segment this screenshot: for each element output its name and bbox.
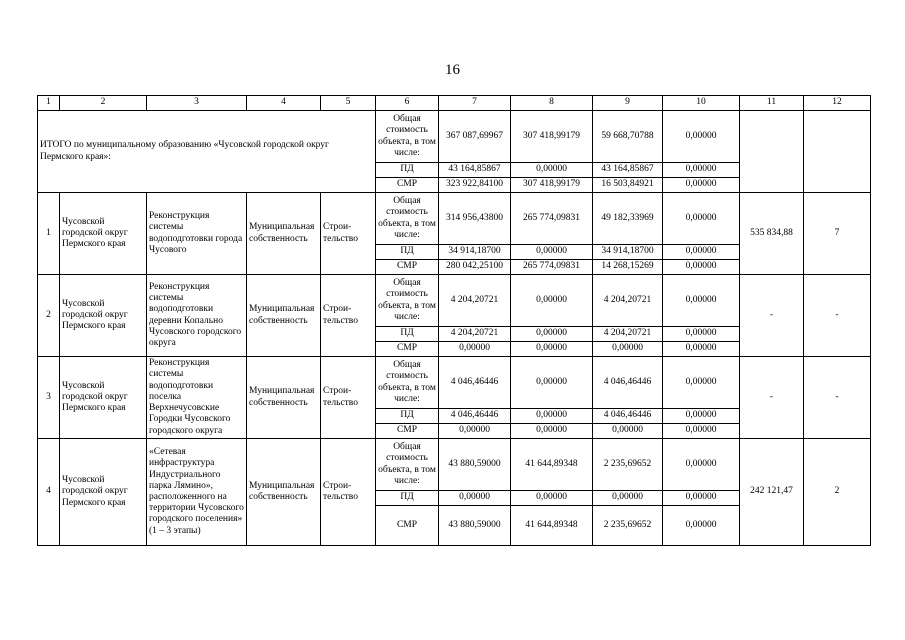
municipality-cell: Чусовской городской округ Пермского края xyxy=(60,193,147,275)
cost-type-label: Общая стоимость объекта, в том числе: xyxy=(376,111,439,163)
cost-type-label: ПД xyxy=(376,163,439,178)
value-cell: 49 182,33969 xyxy=(593,193,663,245)
column-header: 10 xyxy=(663,96,740,111)
ownership-cell: Муниципальная собственность xyxy=(247,193,321,275)
item-number: 2 xyxy=(38,275,60,357)
empty-cell xyxy=(740,111,804,193)
value-cell: 0,00000 xyxy=(663,193,740,245)
ownership-cell: Муниципальная собственность xyxy=(247,357,321,439)
column-header: 9 xyxy=(593,96,663,111)
value-cell: 0,00000 xyxy=(511,357,593,409)
municipality-cell: Чусовской городской округ Пермского края xyxy=(60,439,147,546)
ownership-cell: Муниципальная собственность xyxy=(247,275,321,357)
cost-type-label: СМР xyxy=(376,260,439,275)
value-cell: 43 880,59000 xyxy=(439,506,511,546)
value-cell: 4 046,46446 xyxy=(593,357,663,409)
value-cell: 4 204,20721 xyxy=(439,327,511,342)
value-cell: 0,00000 xyxy=(593,424,663,439)
value-cell: 34 914,18700 xyxy=(593,245,663,260)
value-cell: 323 922,84100 xyxy=(439,178,511,193)
value-cell: 0,00000 xyxy=(663,111,740,163)
value-cell: 0,00000 xyxy=(663,178,740,193)
column-12-cell: - xyxy=(804,357,871,439)
column-header: 6 xyxy=(376,96,439,111)
value-cell: 4 046,46446 xyxy=(439,409,511,424)
value-cell: 0,00000 xyxy=(663,275,740,327)
ownership-cell: Муниципальная собственность xyxy=(247,439,321,546)
value-cell: 0,00000 xyxy=(511,409,593,424)
column-11-cell: 535 834,88 xyxy=(740,193,804,275)
value-cell: 0,00000 xyxy=(663,357,740,409)
column-header: 12 xyxy=(804,96,871,111)
value-cell: 0,00000 xyxy=(663,245,740,260)
cost-type-label: Общая стоимость объекта, в том числе: xyxy=(376,357,439,409)
value-cell: 0,00000 xyxy=(511,342,593,357)
column-header: 8 xyxy=(511,96,593,111)
cost-type-label: Общая стоимость объекта, в том числе: xyxy=(376,439,439,491)
table-row xyxy=(38,439,871,491)
empty-cell xyxy=(804,111,871,193)
cost-type-label: СМР xyxy=(376,178,439,193)
cost-type-label: СМР xyxy=(376,506,439,546)
value-cell: 314 956,43800 xyxy=(439,193,511,245)
value-cell: 34 914,18700 xyxy=(439,245,511,260)
table-row xyxy=(38,275,871,327)
total-label: ИТОГО по муниципальному образованию «Чусовской городской округ Пермского края»: xyxy=(38,111,376,193)
value-cell: 0,00000 xyxy=(663,260,740,275)
value-cell: 0,00000 xyxy=(593,342,663,357)
value-cell: 4 204,20721 xyxy=(593,275,663,327)
value-cell: 0,00000 xyxy=(663,163,740,178)
investment-table xyxy=(37,95,871,546)
value-cell: 0,00000 xyxy=(663,506,740,546)
value-cell: 0,00000 xyxy=(663,491,740,506)
column-header: 11 xyxy=(740,96,804,111)
value-cell: 59 668,70788 xyxy=(593,111,663,163)
cost-type-label: Общая стоимость объекта, в том числе: xyxy=(376,275,439,327)
municipality-cell: Чусовской городской округ Пермского края xyxy=(60,275,147,357)
object-name-cell: «Сетевая инфраструктура Индустриального парка Лямино», расположенного на территории Чусовского городского поселения» (1 – 3 этапы) xyxy=(147,439,247,546)
value-cell: 280 042,25100 xyxy=(439,260,511,275)
column-header: 3 xyxy=(147,96,247,111)
value-cell: 4 204,20721 xyxy=(593,327,663,342)
column-header: 1 xyxy=(38,96,60,111)
cost-type-label: ПД xyxy=(376,409,439,424)
page-number: 16 xyxy=(445,62,460,78)
column-11-cell: - xyxy=(740,357,804,439)
value-cell: 0,00000 xyxy=(593,491,663,506)
column-header: 7 xyxy=(439,96,511,111)
column-header: 4 xyxy=(247,96,321,111)
item-number: 4 xyxy=(38,439,60,546)
value-cell: 307 418,99179 xyxy=(511,178,593,193)
value-cell: 0,00000 xyxy=(511,245,593,260)
column-11-cell: - xyxy=(740,275,804,357)
value-cell: 367 087,69967 xyxy=(439,111,511,163)
value-cell: 0,00000 xyxy=(663,439,740,491)
table-row xyxy=(38,193,871,245)
value-cell: 16 503,84921 xyxy=(593,178,663,193)
object-name-cell: Реконструкция системы водоподготовки поселка Верхнечусовские Городки Чусовского городского округа xyxy=(147,357,247,439)
value-cell: 0,00000 xyxy=(439,491,511,506)
value-cell: 43 164,85867 xyxy=(593,163,663,178)
cost-type-label: ПД xyxy=(376,327,439,342)
work-type-cell: Строи- тельство xyxy=(321,439,376,546)
value-cell: 0,00000 xyxy=(663,342,740,357)
cost-type-label: СМР xyxy=(376,424,439,439)
object-name-cell: Реконструкция системы водоподготовки деревни Копально Чусовского городского округа xyxy=(147,275,247,357)
item-number: 1 xyxy=(38,193,60,275)
value-cell: 265 774,09831 xyxy=(511,193,593,245)
work-type-cell: Строи- тельство xyxy=(321,193,376,275)
value-cell: 0,00000 xyxy=(511,491,593,506)
value-cell: 307 418,99179 xyxy=(511,111,593,163)
value-cell: 0,00000 xyxy=(511,163,593,178)
value-cell: 2 235,69652 xyxy=(593,506,663,546)
value-cell: 0,00000 xyxy=(663,424,740,439)
value-cell: 14 268,15269 xyxy=(593,260,663,275)
column-header: 2 xyxy=(60,96,147,111)
total-row xyxy=(38,111,871,163)
cost-type-label: Общая стоимость объекта, в том числе: xyxy=(376,193,439,245)
value-cell: 4 046,46446 xyxy=(593,409,663,424)
column-12-cell: - xyxy=(804,275,871,357)
value-cell: 4 204,20721 xyxy=(439,275,511,327)
municipality-cell: Чусовской городской округ Пермского края xyxy=(60,357,147,439)
cost-type-label: СМР xyxy=(376,342,439,357)
value-cell: 41 644,89348 xyxy=(511,506,593,546)
cost-type-label: ПД xyxy=(376,245,439,260)
column-12-cell: 2 xyxy=(804,439,871,546)
cost-type-label: ПД xyxy=(376,491,439,506)
table-row xyxy=(38,357,871,409)
value-cell: 265 774,09831 xyxy=(511,260,593,275)
object-name-cell: Реконструкция системы водоподготовки города Чусового xyxy=(147,193,247,275)
work-type-cell: Строи- тельство xyxy=(321,275,376,357)
value-cell: 43 164,85867 xyxy=(439,163,511,178)
work-type-cell: Строи- тельство xyxy=(321,357,376,439)
value-cell: 43 880,59000 xyxy=(439,439,511,491)
value-cell: 41 644,89348 xyxy=(511,439,593,491)
column-number-row xyxy=(38,96,871,111)
value-cell: 0,00000 xyxy=(439,424,511,439)
column-12-cell: 7 xyxy=(804,193,871,275)
value-cell: 0,00000 xyxy=(511,275,593,327)
value-cell: 0,00000 xyxy=(663,409,740,424)
value-cell: 0,00000 xyxy=(439,342,511,357)
value-cell: 0,00000 xyxy=(511,327,593,342)
value-cell: 2 235,69652 xyxy=(593,439,663,491)
value-cell: 0,00000 xyxy=(663,327,740,342)
value-cell: 4 046,46446 xyxy=(439,357,511,409)
item-number: 3 xyxy=(38,357,60,439)
column-header: 5 xyxy=(321,96,376,111)
value-cell: 0,00000 xyxy=(511,424,593,439)
column-11-cell: 242 121,47 xyxy=(740,439,804,546)
